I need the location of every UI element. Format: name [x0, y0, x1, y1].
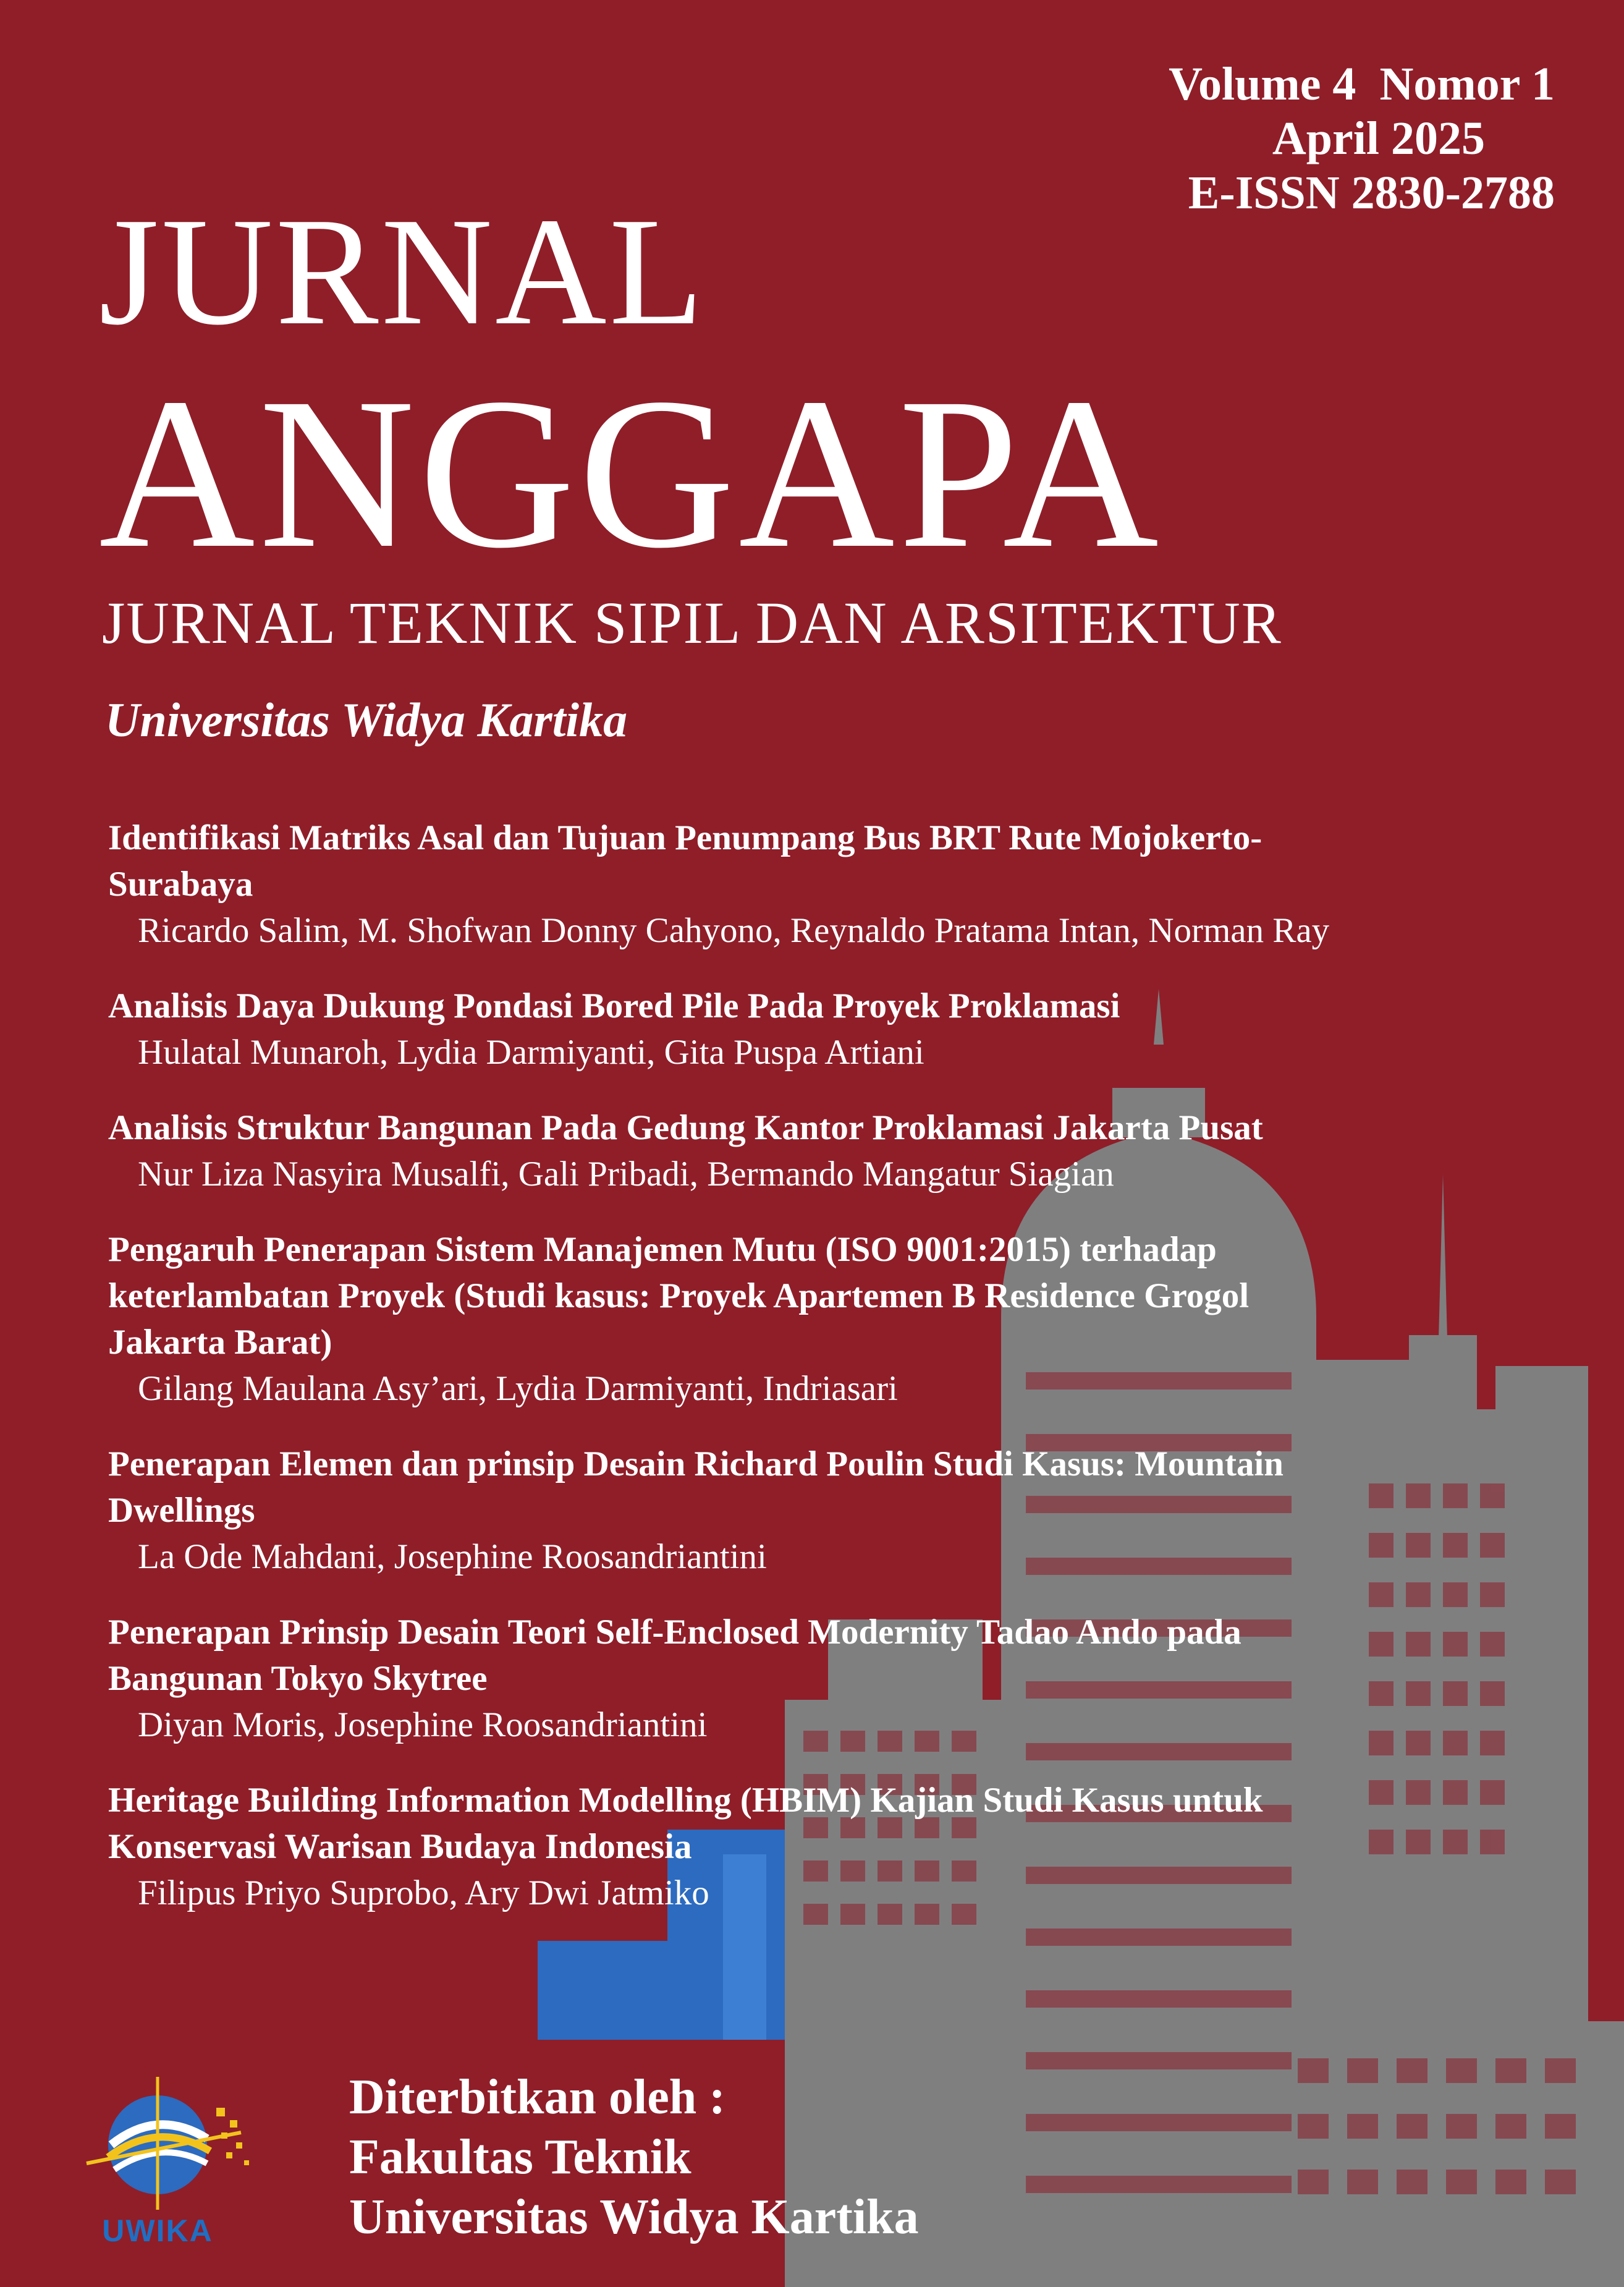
article-authors: Diyan Moris, Josephine Roosandriantini: [138, 1705, 708, 1744]
uwika-logo: [74, 2071, 266, 2256]
article-authors: Gilang Maulana Asy’ari, Lydia Darmiyanti, Indriasari: [138, 1369, 898, 1408]
article-authors: La Ode Mahdani, Josephine Roosandriantini: [138, 1537, 767, 1576]
article-authors: Filipus Priyo Suprobo, Ary Dwi Jatmiko: [138, 1873, 709, 1912]
article-title-line: Identifikasi Matriks Asal dan Tujuan Penumpang Bus BRT Rute Mojokerto-: [108, 818, 1262, 857]
uwika-logo-text: UWIKA: [102, 2213, 213, 2248]
uwika-globe-logo-icon: [74, 2071, 260, 2213]
article-authors: Nur Liza Nasyira Musalfi, Gali Pribadi, Bermando Mangatur Siagian: [138, 1155, 1114, 1194]
masthead-anggapa: ANGGAPA: [99, 353, 1163, 593]
article-authors: Ricardo Salim, M. Shofwan Donny Cahyono, Reynaldo Pratama Intan, Norman Ray: [138, 911, 1330, 950]
article-title-line: Heritage Building Information Modelling (HBIM) Kajian Studi Kasus untuk: [108, 1781, 1263, 1820]
article-authors: Hulatal Munaroh, Lydia Darmiyanti, Gita Puspa Artiani: [138, 1033, 924, 1072]
publisher-block: [349, 2068, 919, 2247]
article-entry-7: [108, 1777, 1523, 1917]
article-title-line: Surabaya: [108, 865, 253, 904]
article-title-line: Dwellings: [108, 1491, 255, 1530]
article-title-line: Pengaruh Penerapan Sistem Manajemen Mutu (ISO 9001:2015) terhadap: [108, 1230, 1217, 1269]
masthead-jurnal: JURNAL: [99, 186, 706, 357]
article-entry-2: [108, 983, 1523, 1076]
volume-number-line: [1169, 57, 1555, 111]
issn-number: E-ISSN 2830-2788: [1188, 167, 1555, 219]
article-list: [108, 815, 1523, 1945]
article-title-line: keterlambatan Proyek (Studi kasus: Proyek Apartemen B Residence Grogol: [108, 1276, 1250, 1315]
article-entry-3: [108, 1105, 1523, 1198]
article-entry-1: [108, 815, 1523, 954]
nomor-label: Nomor 1: [1379, 58, 1555, 110]
journal-subtitle: JURNAL TEKNIK SIPIL DAN ARSITEKTUR: [102, 590, 1282, 656]
article-title-line: Penerapan Prinsip Desain Teori Self-Enclosed Modernity Tadao Ando pada: [108, 1613, 1241, 1652]
article-title-line: Jakarta Barat): [108, 1323, 332, 1362]
publisher-line: Diterbitkan oleh :: [349, 2070, 725, 2124]
article-entry-6: [108, 1609, 1523, 1749]
volume-label: Volume 4: [1169, 58, 1356, 110]
article-title-line: Analisis Struktur Bangunan Pada Gedung Kantor Proklamasi Jakarta Pusat: [108, 1108, 1263, 1147]
article-entry-5: [108, 1441, 1523, 1581]
university-name: Universitas Widya Kartika: [105, 693, 628, 747]
article-title-line: Bangunan Tokyo Skytree: [108, 1659, 488, 1698]
article-title-line: Analisis Daya Dukung Pondasi Bored Pile Pada Proyek Proklamasi: [108, 987, 1120, 1025]
publisher-line: Universitas Widya Kartika: [349, 2190, 919, 2244]
article-title-line: Penerapan Elemen dan prinsip Desain Richard Poulin Studi Kasus: Mountain: [108, 1445, 1284, 1483]
publisher-line: Fakultas Teknik: [349, 2130, 691, 2184]
article-entry-4: [108, 1226, 1523, 1412]
issue-date: April 2025: [1272, 112, 1485, 164]
article-title-line: Konservasi Warisan Budaya Indonesia: [108, 1827, 692, 1866]
